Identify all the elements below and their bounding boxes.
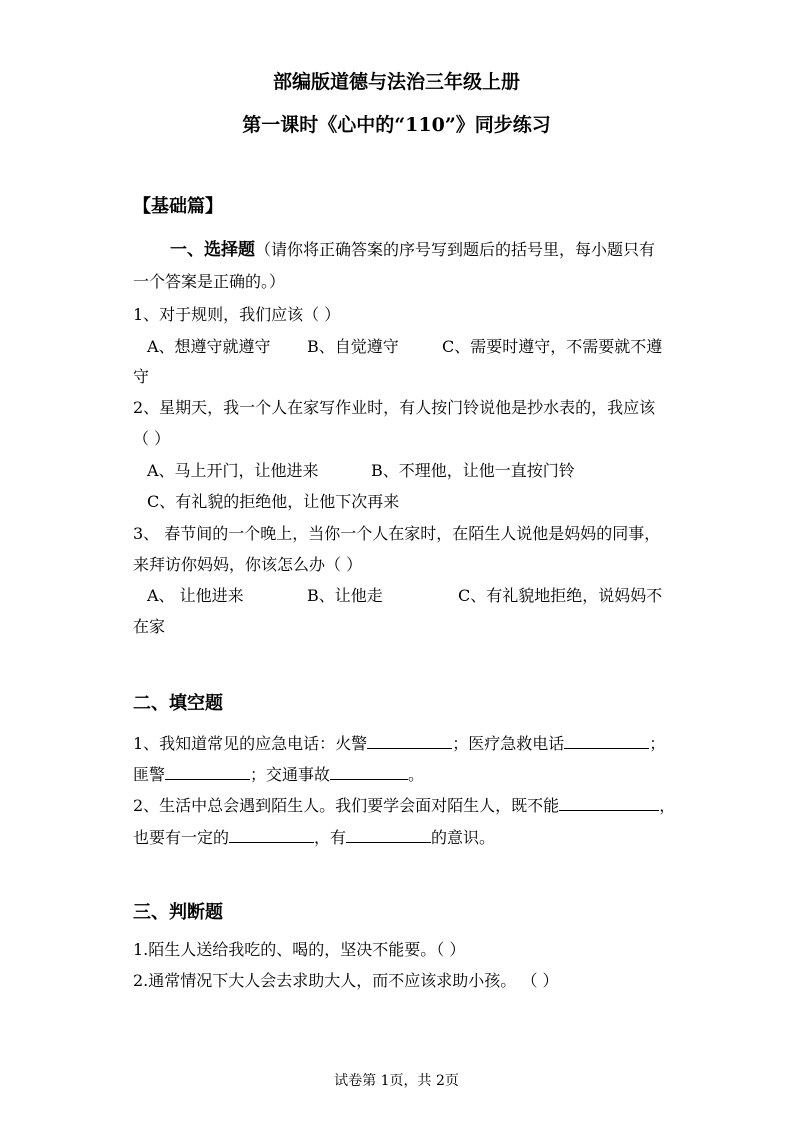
fill-blank-traffic[interactable] (330, 763, 408, 780)
part3-heading: 三、判断题 (133, 902, 223, 923)
fill-blank-q2-third[interactable] (346, 826, 431, 843)
part1-instruction-cont: 一个答案是正确的。） (133, 272, 286, 291)
document-subtitle: 第一课时《心中的“110”》同步练习 (242, 114, 551, 136)
fill-q1-text-e: ；交通事故 (250, 765, 331, 784)
fill-q1-text-f: 。 (408, 765, 425, 784)
q2-stem: 2、星期天，我一个人在家写作业时，有人按门铃说他是抄水表的，我应该 (133, 398, 656, 417)
fill-q2-text-e: 的意识。 (431, 828, 496, 847)
fill-q1-text-a: 1、我知道常见的应急电话：火警 (133, 734, 368, 753)
q1-option-a: A、想遵守就遵守 (147, 337, 271, 356)
fill-blank-ambulance[interactable] (564, 732, 649, 749)
q1-stem: 1、对于规则，我们应该（ ） (133, 305, 341, 324)
q3-option-c-cont: 在家 (133, 617, 166, 636)
q3-option-a: A、 让他进来 (147, 586, 244, 605)
q2-option-a: A、马上开门，让他进来 (147, 461, 319, 480)
q1-option-c-cont: 守 (133, 367, 150, 386)
fill-q2-text-a: 2、生活中总会遇到陌生人。我们要学会面对陌生人，既不能 (133, 796, 560, 815)
q3-stem-cont: 来拜访你妈妈，你该怎么办（ ） (133, 555, 363, 574)
q3-option-b: B、让他走 (307, 586, 383, 605)
fill-blank-q2-second[interactable] (229, 826, 314, 843)
q1-option-b: B、自觉遵守 (307, 337, 399, 356)
q2-option-c: C、有礼貌的拒绝他，让他下次再来 (147, 492, 400, 511)
fill-q1-line1 (133, 732, 665, 754)
fill-blank-police[interactable] (165, 763, 250, 780)
fill-q2-text-d: ，有 (314, 828, 347, 847)
judge-q1: 1.陌生人送给我吃的、喝的，坚决不能要。（ ） (133, 940, 466, 959)
q2-option-b: B、不理他，让他一直按门铃 (371, 461, 575, 480)
q3-option-c: C、有礼貌地拒绝，说妈妈不 (458, 586, 663, 605)
fill-q1-text-b: ；医疗急救电话 (452, 734, 565, 753)
basic-section-heading: 【基础篇】 (133, 196, 223, 217)
fill-q2-line1 (133, 794, 675, 816)
part2-heading: 二、填空题 (133, 693, 223, 714)
fill-blank-fire[interactable] (367, 732, 452, 749)
fill-q2-text-c: 也要有一定的 (133, 828, 230, 847)
page-footer: 试卷第 1页，共 2页 (334, 1073, 459, 1089)
fill-q1-line2 (133, 763, 424, 785)
fill-q1-text-d: 匪警 (133, 765, 166, 784)
fill-q2-line2 (133, 826, 495, 848)
q2-stem-cont: （ ） (133, 429, 171, 448)
part1-instruction: （请你将正确答案的序号写到题后的括号里，每小题只有 (255, 240, 656, 259)
fill-q1-text-c: ； (649, 734, 666, 753)
fill-q2-text-b: ， (659, 796, 676, 815)
q1-option-c: C、需要时遵守，不需要就不遵 (442, 337, 663, 356)
judge-q2: 2.通常情况下大人会去求助大人，而不应该求助小孩。 （ ） (133, 971, 559, 990)
part1-heading: 一、选择题 (170, 240, 255, 260)
document-title: 部编版道德与法治三年级上册 (272, 71, 520, 93)
q3-stem: 3、 春节间的一个晚上，当你一个人在家时，在陌生人说他是妈妈的同事， (133, 524, 661, 543)
fill-blank-q2-first[interactable] (559, 794, 659, 811)
part1-heading-line (170, 240, 655, 260)
